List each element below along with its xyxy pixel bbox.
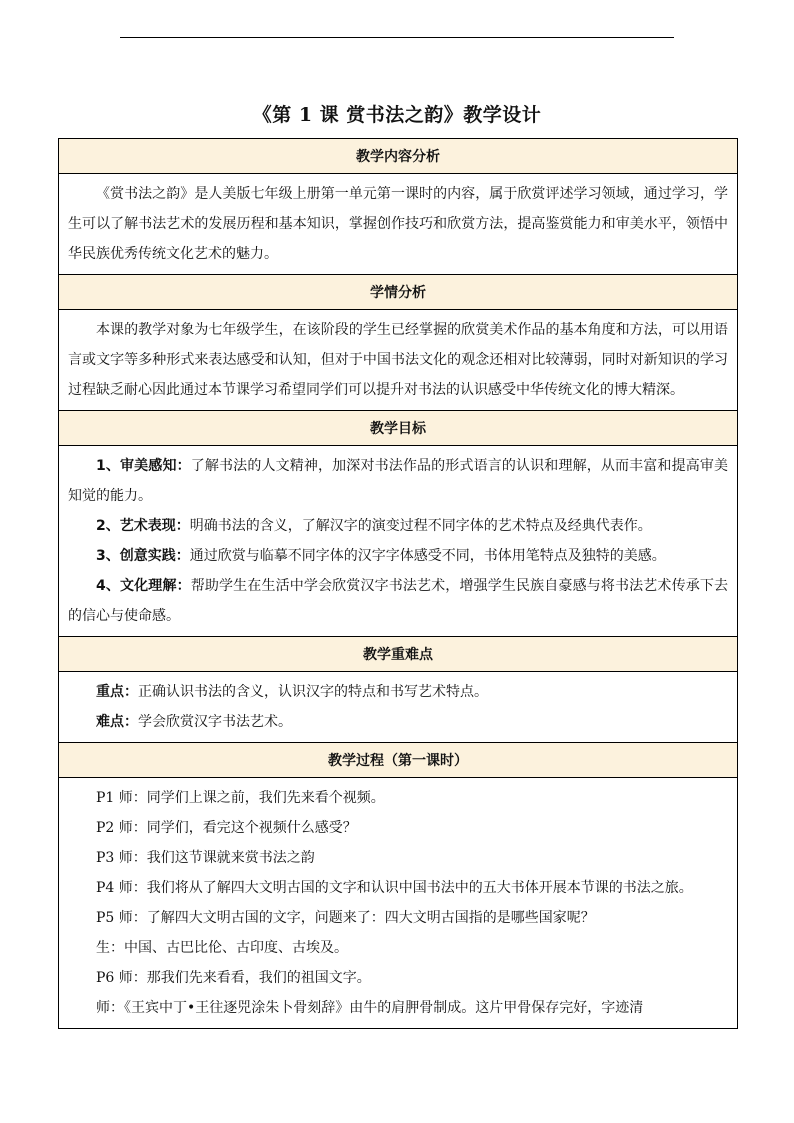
process-line: 生：中国、古巴比伦、古印度、古埃及。 xyxy=(96,940,348,956)
process-line: P5 师：了解四大文明古国的文字，问题来了：四大文明古国指的是哪些国家呢？ xyxy=(96,910,595,926)
goal-text: 了解书法的人文精神，加深对书法作品的形式语言的认识和理解，从而丰富和提高审美知觉的能力。 xyxy=(68,458,729,504)
process-line: P6 师：那我们先来看看，我们的祖国文字。 xyxy=(96,970,371,986)
section-body-process xyxy=(59,778,737,1029)
key-point-item xyxy=(68,677,728,707)
document-title: 《第 1 课 赏书法之韵》教学设计 xyxy=(252,104,542,126)
section-body-student-analysis xyxy=(59,310,737,411)
key-point-text: 学会欣赏汉字书法艺术。 xyxy=(138,714,292,730)
section-heading-key-points: 教学重难点 xyxy=(59,637,737,672)
content-analysis-paragraph: 《赏书法之韵》是人美版七年级上册第一单元第一课时的内容，属于欣赏评述学习领域，通过学习，学生可以了解书法艺术的发展历程和基本知识，掌握创作技巧和欣赏方法，提高鉴赏能力和审美水平，领悟中华民族优秀传统文化艺术的魅力。 xyxy=(68,186,728,262)
key-point-item xyxy=(68,707,728,737)
goal-label: 3、创意实践： xyxy=(96,548,190,564)
lesson-plan-table xyxy=(58,138,738,1029)
process-line: P3 师：我们这节课就来赏书法之韵 xyxy=(96,850,315,866)
section-heading-content-analysis: 教学内容分析 xyxy=(59,139,737,174)
goal-item xyxy=(68,571,728,631)
goal-text: 明确书法的含义，了解汉字的演变过程不同字体的艺术特点及经典代表作。 xyxy=(189,518,652,534)
goal-label: 4、文化理解： xyxy=(96,578,191,594)
process-line: P2 师：同学们，看完这个视频什么感受？ xyxy=(96,820,357,836)
goal-label: 2、艺术表现： xyxy=(96,518,190,534)
section-body-content-analysis xyxy=(59,174,737,275)
process-line: 师：《王宾中丁•王往逐兕涂朱卜骨刻辞》由牛的肩胛骨制成。这片甲骨保存完好，字迹清 xyxy=(96,1000,644,1016)
goal-text: 帮助学生在生活中学会欣赏汉字书法艺术，增强学生民族自豪感与将书法艺术传承下去的信心与使命感。 xyxy=(68,578,729,624)
goal-label: 1、审美感知： xyxy=(96,458,191,474)
goal-item xyxy=(68,541,728,571)
header-rule xyxy=(120,37,674,38)
goal-item xyxy=(68,511,728,541)
section-heading-process: 教学过程（第一课时） xyxy=(59,743,737,778)
section-heading-goals: 教学目标 xyxy=(59,411,737,446)
key-point-text: 正确认识书法的含义，认识汉字的特点和书写艺术特点。 xyxy=(138,684,488,700)
section-body-key-points xyxy=(59,672,737,743)
key-point-label: 重点： xyxy=(96,684,138,700)
section-heading-student-analysis: 学情分析 xyxy=(59,275,737,310)
goal-item xyxy=(68,451,728,511)
goal-text: 通过欣赏与临摹不同字体的汉字字体感受不同，书体用笔特点及独特的美感。 xyxy=(189,548,666,564)
key-point-label: 难点： xyxy=(96,714,138,730)
process-line: P4 师：我们将从了解四大文明古国的文字和认识中国书法中的五大书体开展本节课的书法之旅。 xyxy=(96,880,693,896)
process-line: P1 师：同学们上课之前，我们先来看个视频。 xyxy=(96,790,385,806)
student-analysis-paragraph: 本课的教学对象为七年级学生，在该阶段的学生已经掌握的欣赏美术作品的基本角度和方法，可以用语言或文字等多种形式来表达感受和认知，但对于中国书法文化的观念还相对比较薄弱，同时对新知识的学习过程缺乏耐心因此通过本节课学习希望同学们可以提升对书法的认识感受中华传统文化的博大精深。 xyxy=(68,322,728,398)
section-body-goals xyxy=(59,446,737,637)
